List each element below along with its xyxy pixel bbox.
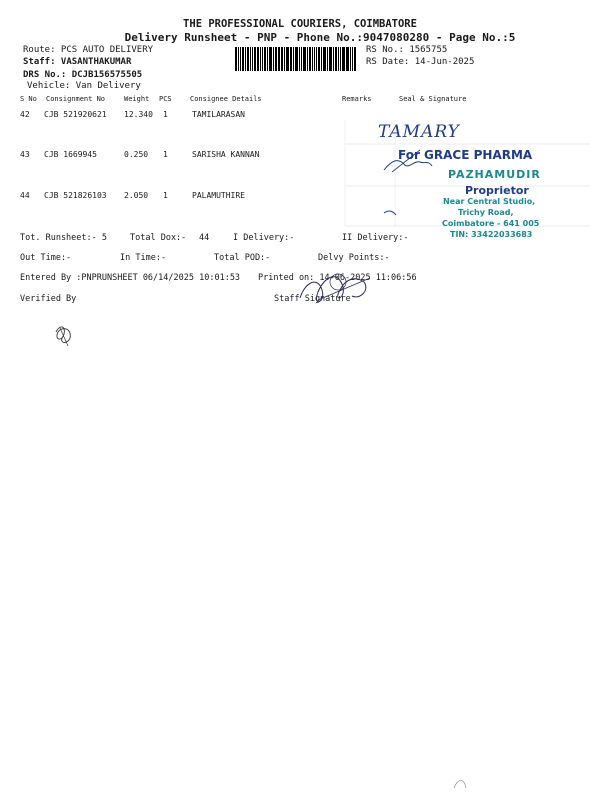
table-row-pcs: 1	[163, 110, 168, 119]
table-row-consignee: SARISHA KANNAN	[192, 150, 260, 159]
stamp-firm: For GRACE PHARMA	[398, 148, 533, 162]
table-row-consignment: CJB 521920621	[44, 110, 107, 119]
i-delivery-label: I Delivery:-	[233, 233, 295, 243]
delivery-points-label: Delvy Points:-	[318, 253, 390, 263]
col-consignment-header: Consignment No	[46, 95, 106, 103]
table-row-consignee: PALAMUTHIRE	[192, 191, 245, 200]
stamp-owner: PAZHAMUDIR	[448, 168, 541, 181]
stamp-proprietor: Proprietor	[465, 184, 529, 197]
ii-delivery-label: II Delivery:-	[342, 233, 409, 243]
total-dox-value: 44	[199, 233, 210, 243]
drs-number: DRS No.: DCJB156575505	[23, 70, 143, 80]
staff-signature-label: Staff Signature	[274, 294, 351, 304]
stamp-tin: TIN: 33422033683	[450, 230, 533, 239]
col-weight-header: Weight	[124, 95, 150, 103]
staff-label: Staff: VASANTHAKUMAR	[23, 57, 132, 67]
handwritten-name: TAMARY	[378, 122, 460, 142]
col-pcs-header: PCS	[159, 95, 172, 103]
col-sno-header: S No	[20, 95, 37, 103]
table-row-weight: 12.340	[124, 110, 153, 119]
table-row-sno: 43	[20, 150, 30, 159]
total-dox-label: Total Dox:-	[130, 233, 187, 243]
runsheet-title: Delivery Runsheet - PNP - Phone No.:9047080280 - Page No.:5	[124, 31, 516, 44]
col-seal-header: Seal & Signature	[399, 95, 467, 103]
out-time-label: Out Time:-	[20, 253, 72, 263]
route-label: Route: PCS AUTO DELIVERY	[23, 45, 154, 55]
entered-by: Entered By :PNPRUNSHEET 06/14/2025 10:01:53	[20, 273, 241, 283]
table-row-sno: 42	[20, 110, 30, 119]
table-row-consignment: CJB 521826103	[44, 191, 107, 200]
total-pod-label: Total POD:-	[214, 253, 271, 263]
table-row-pcs: 1	[163, 150, 168, 159]
table-row-sno: 44	[20, 191, 30, 200]
in-time-label: In Time:-	[120, 253, 167, 263]
table-row-weight: 0.250	[124, 150, 149, 159]
col-remarks-header: Remarks	[342, 95, 372, 103]
table-row-consignment: CJB 1669945	[44, 150, 97, 159]
stamp-address-line3: Coimbatore - 641 005	[442, 219, 540, 228]
table-row-weight: 2.050	[124, 191, 149, 200]
col-consignee-header: Consignee Details	[190, 95, 262, 103]
vehicle-label: Vehicle: Van Delivery	[27, 81, 141, 91]
verified-by-label: Verified By	[20, 294, 77, 304]
stamp-address-line1: Near Central Studio,	[443, 197, 536, 206]
table-row-pcs: 1	[163, 191, 168, 200]
company-name: THE PROFESSIONAL COURIERS, COIMBATORE	[183, 18, 417, 30]
total-runsheet: Tot. Runsheet:- 5	[20, 233, 107, 243]
table-row-consignee: TAMILARASAN	[192, 110, 245, 119]
stamp-address-line2: Trichy Road,	[458, 208, 514, 217]
printed-on: Printed on: 14-06-2025 11:06:56	[258, 273, 417, 283]
rs-date: RS Date: 14-Jun-2025	[366, 57, 475, 67]
rs-number: RS No.: 1565755	[366, 45, 448, 55]
